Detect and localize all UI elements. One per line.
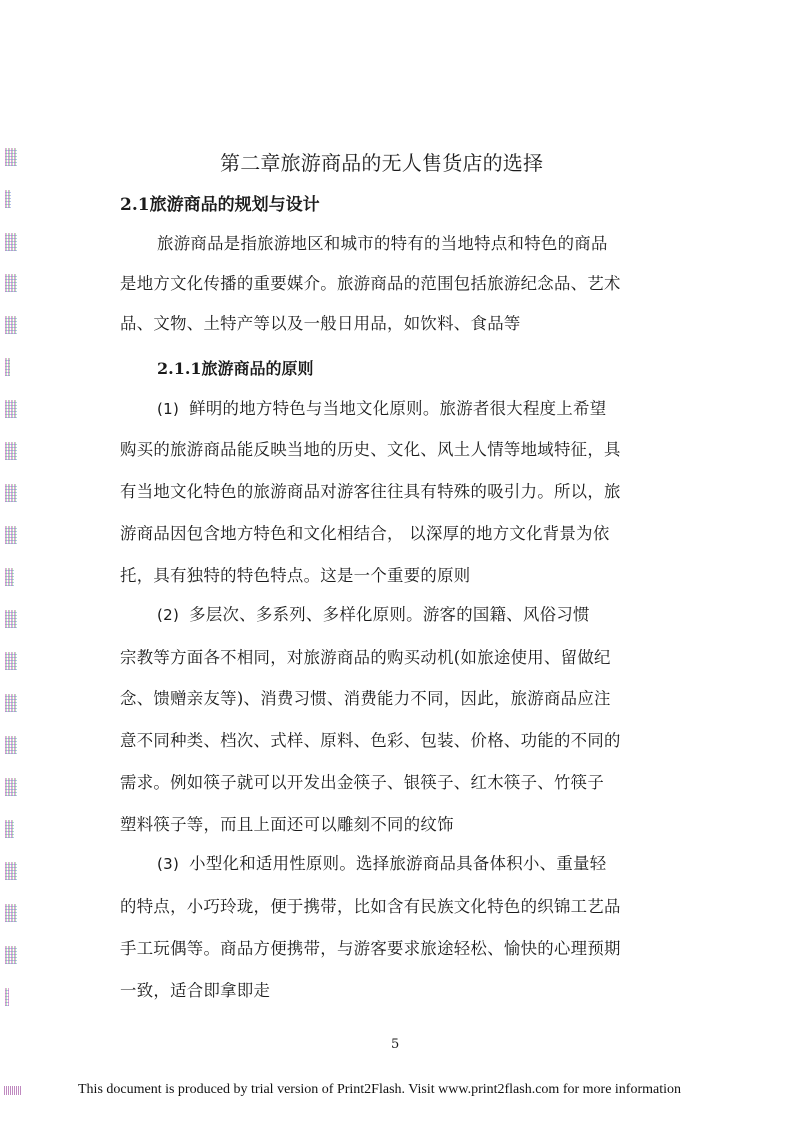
paragraph-line: 托，具有独特的特色特点。这是一个重要的原则 bbox=[120, 566, 471, 585]
paragraph-line: 需求。例如筷子就可以开发出金筷子、银筷子、红木筷子、竹筷子 bbox=[120, 773, 605, 792]
paragraph-line: 旅游商品是指旅游地区和城市的特有的当地特点和特色的商品 bbox=[157, 234, 608, 253]
scan-artifact bbox=[5, 148, 17, 166]
paragraph-line: 购买的旅游商品能反映当地的历史、文化、风土人情等地域特征，具 bbox=[120, 440, 621, 459]
paragraph-line: 游商品因包含地方特色和文化相结合， 以深厚的地方文化背景为依 bbox=[120, 524, 610, 543]
scan-artifact bbox=[5, 274, 17, 292]
chapter-title: 第二章旅游商品的无人售货店的选择 bbox=[220, 151, 544, 175]
scan-artifact bbox=[5, 568, 14, 586]
scan-artifact bbox=[5, 526, 17, 544]
scan-artifact bbox=[5, 694, 17, 712]
paragraph-line: 意不同种类、档次、式样、原料、色彩、包装、价格、功能的不同的 bbox=[120, 731, 621, 750]
scan-artifact bbox=[5, 190, 11, 208]
scan-artifact bbox=[5, 862, 17, 880]
scan-artifact bbox=[5, 652, 17, 670]
scan-artifact bbox=[5, 442, 17, 460]
paragraph-line: 的特点，小巧玲珑，便于携带，比如含有民族文化特色的织锦工艺品 bbox=[120, 897, 621, 916]
scan-artifact bbox=[5, 484, 17, 502]
scan-artifact bbox=[5, 358, 10, 376]
paragraph-line bbox=[157, 856, 674, 872]
scan-artifact bbox=[5, 820, 14, 838]
paragraph-line: 有当地文化特色的旅游商品对游客往往具有特殊的吸引力。所以，旅 bbox=[120, 482, 621, 501]
paragraph-line: 是地方文化传播的重要媒介。旅游商品的范围包括旅游纪念品、艺术 bbox=[120, 274, 621, 293]
scan-artifact bbox=[5, 316, 17, 334]
list-number: (3) bbox=[157, 855, 180, 873]
paragraph-line: 念、馈赠亲友等)、消费习惯、消费能力不同，因此，旅游商品应注 bbox=[120, 689, 611, 708]
paragraph-line: 品、文物、土特产等以及一般日用品，如饮料、食品等 bbox=[120, 314, 521, 333]
list-number: (1) bbox=[157, 400, 180, 418]
scan-artifact bbox=[4, 1086, 22, 1095]
scan-artifact bbox=[5, 233, 17, 251]
scan-artifact bbox=[5, 400, 17, 418]
scan-artifact bbox=[5, 736, 17, 754]
scan-edge-artifacts bbox=[0, 0, 24, 1123]
trial-watermark-footer: This document is produced by trial version of Print2Flash. Visit www.print2flash.com for more information bbox=[78, 1082, 682, 1097]
paragraph-line bbox=[157, 401, 674, 417]
scan-artifact bbox=[5, 904, 17, 922]
principle-text: 小型化和适用性原则。选择旅游商品具备体积小、重量轻 bbox=[189, 854, 607, 873]
section-heading: 2.1旅游商品的规划与设计 bbox=[120, 195, 320, 215]
paragraph-line: 手工玩偶等。商品方便携带，与游客要求旅途轻松、愉快的心理预期 bbox=[120, 939, 621, 958]
paragraph-line bbox=[157, 607, 674, 623]
scan-artifact bbox=[5, 946, 17, 964]
paragraph-line: 一致，适合即拿即走 bbox=[120, 981, 271, 1000]
list-number: (2) bbox=[157, 606, 180, 624]
principle-text: 多层次、多系列、多样化原则。游客的国籍、风俗习惯 bbox=[189, 605, 590, 624]
scan-artifact bbox=[5, 778, 17, 796]
paragraph-line: 宗教等方面各不相同，对旅游商品的购买动机(如旅途使用、留做纪 bbox=[120, 648, 611, 667]
paragraph-line: 塑料筷子等，而且上面还可以雕刻不同的纹饰 bbox=[120, 815, 454, 834]
subsection-heading: 2.1.1旅游商品的原则 bbox=[157, 359, 314, 378]
page-number: 5 bbox=[391, 1037, 400, 1052]
scan-artifact bbox=[5, 988, 9, 1006]
scan-artifact bbox=[5, 610, 17, 628]
principle-text: 鲜明的地方特色与当地文化原则。旅游者很大程度上希望 bbox=[189, 399, 607, 418]
